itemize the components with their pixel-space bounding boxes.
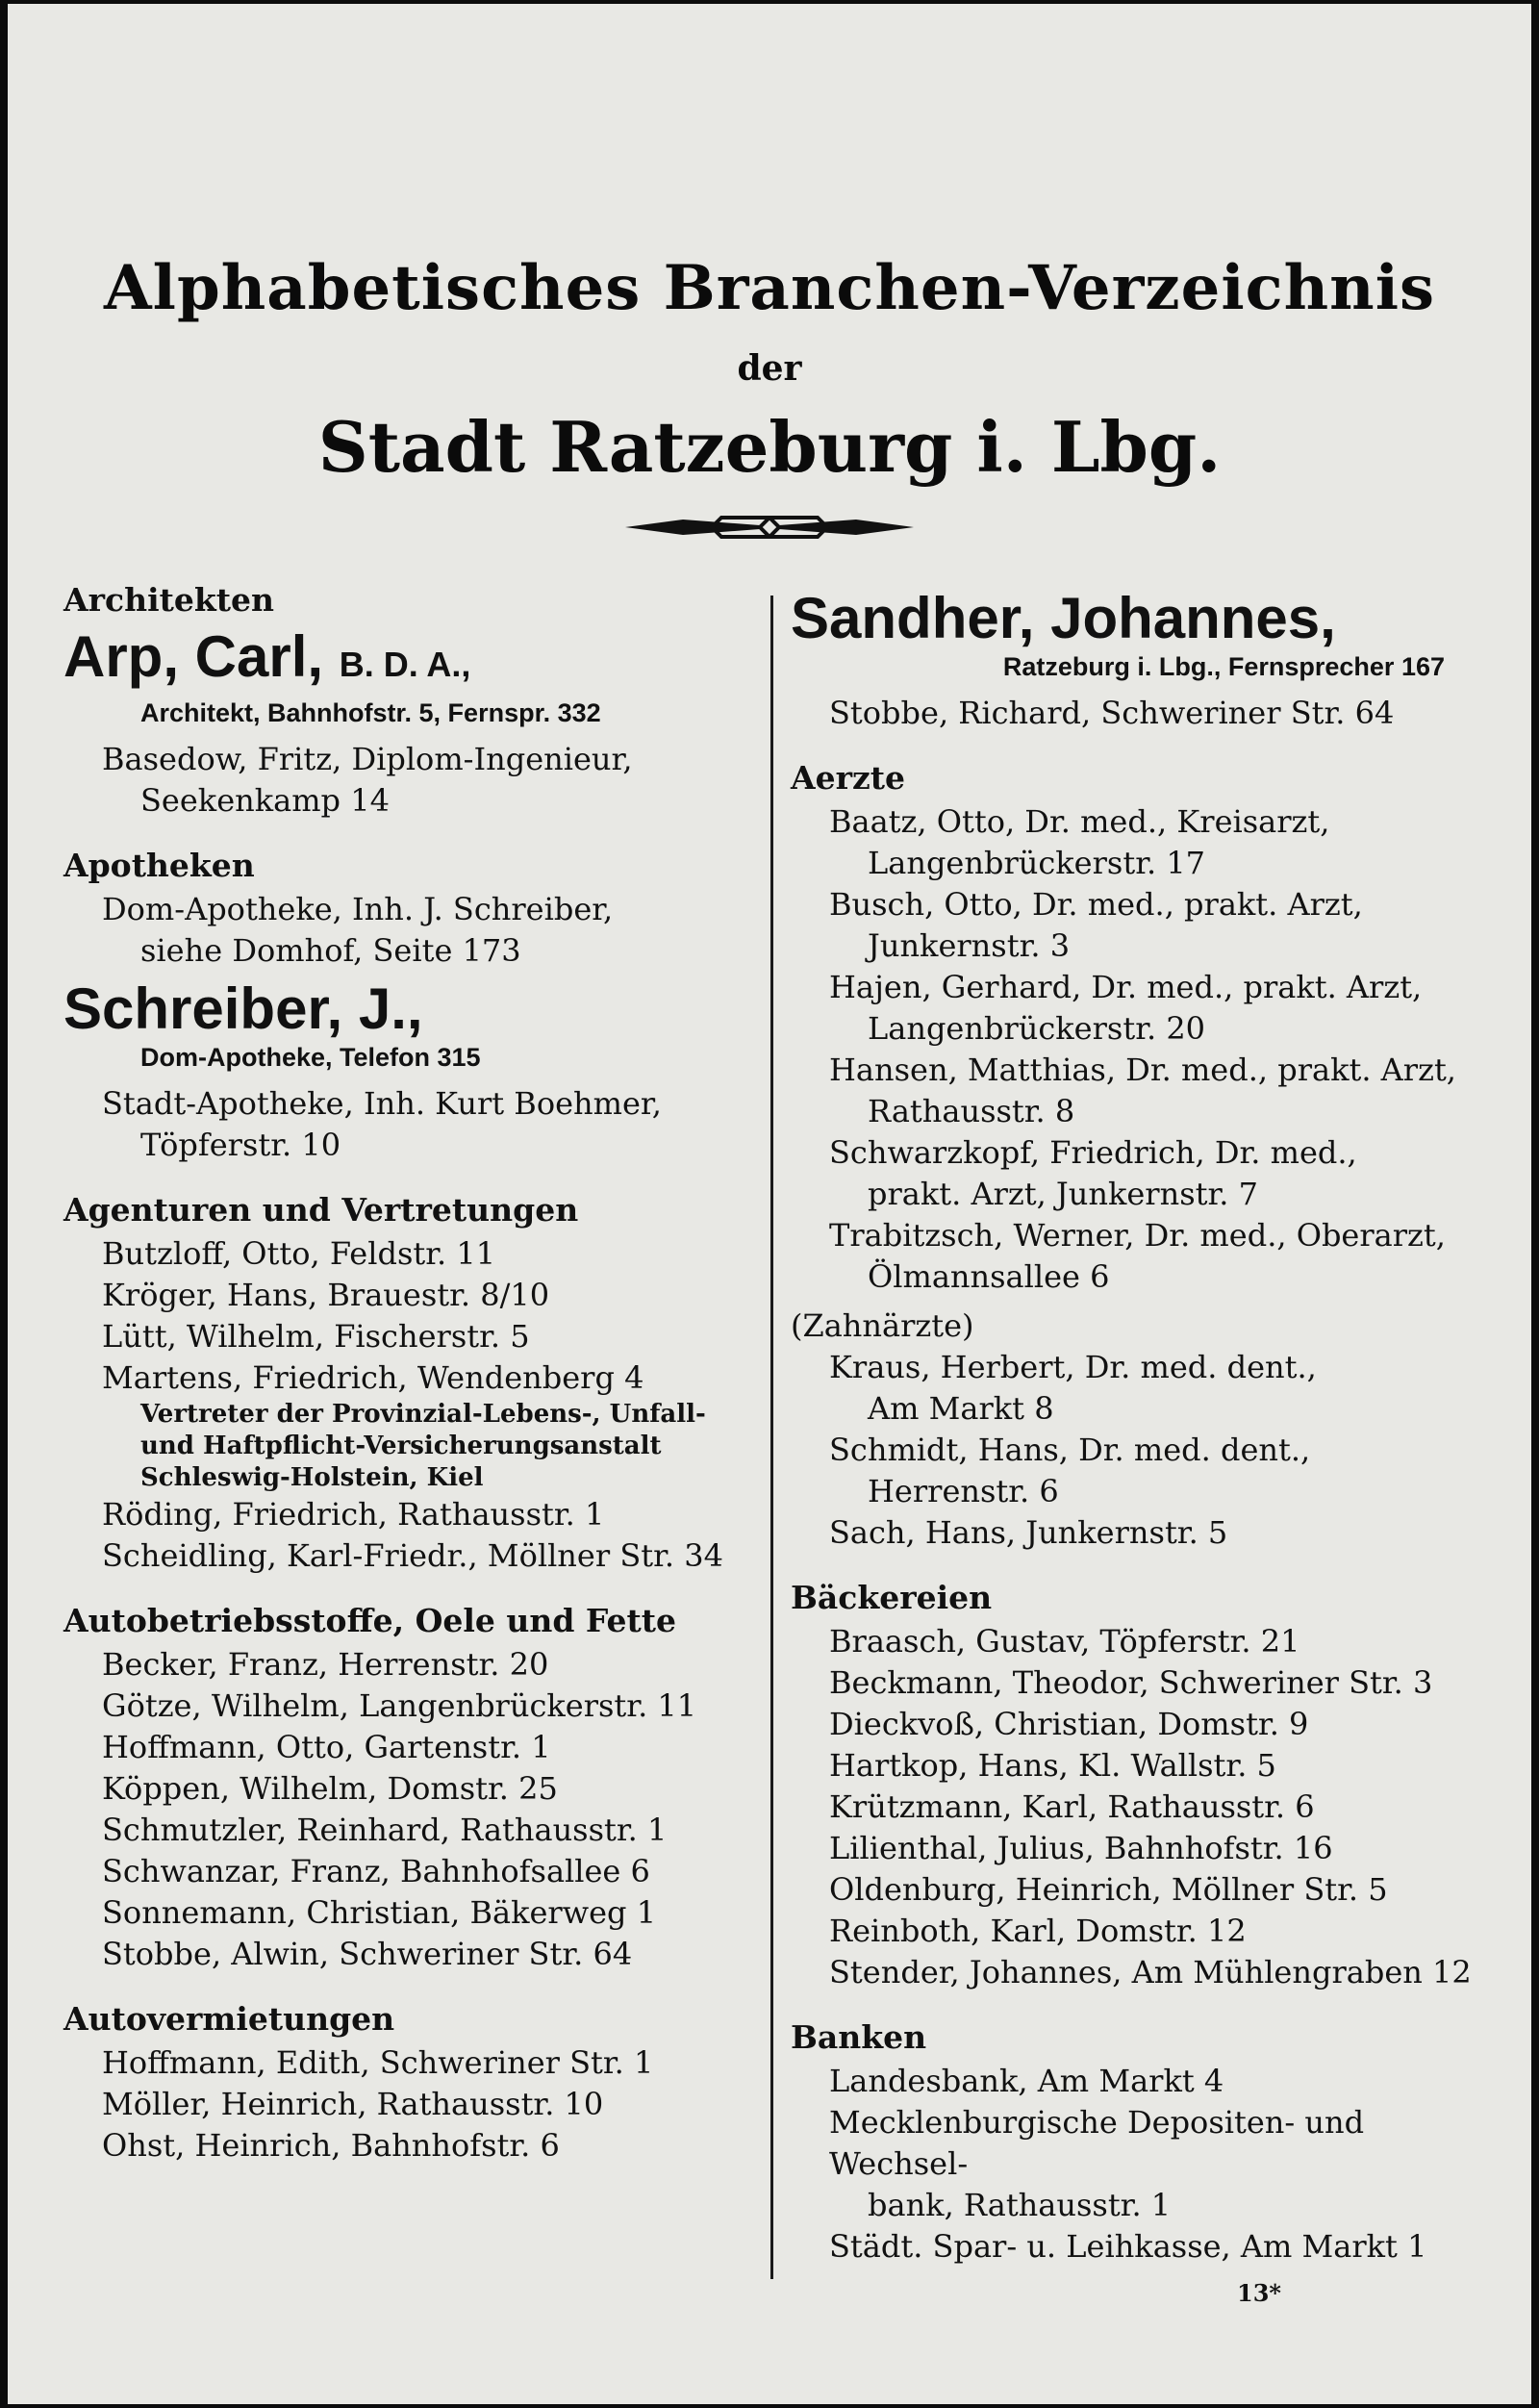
list-item: Stobbe, Richard, Schweriner Str. 64 <box>829 695 1395 731</box>
list-item: Sach, Hans, Junkernstr. 5 <box>829 1514 1228 1551</box>
list-item: Kröger, Hans, Brauestr. 8/10 <box>102 1277 550 1313</box>
list-item: Dieckvoß, Christian, Domstr. 9 <box>829 1706 1309 1742</box>
category-heading: Autovermietungen <box>63 2000 395 2038</box>
list-item <box>791 1215 1483 1298</box>
list-item <box>791 1050 1483 1132</box>
category-heading: Agenturen und Vertretungen <box>63 1191 579 1229</box>
list-item <box>791 801 1483 884</box>
ad-name: Sandher, Johannes, <box>791 586 1336 650</box>
category-heading: Architekten <box>63 581 274 619</box>
list-item: Lilienthal, Julius, Bahnhofstr. 16 <box>829 1830 1333 1866</box>
entry-line: Ölmannsallee 6 <box>868 1258 1110 1295</box>
entry-line: Trabitzsch, Werner, Dr. med., Oberarzt, <box>829 1217 1446 1254</box>
list-item: Möller, Heinrich, Rathausstr. 10 <box>102 2086 604 2122</box>
list-item: Scheidling, Karl-Friedr., Möllner Str. 34 <box>102 1537 723 1574</box>
list-item: Köppen, Wilhelm, Domstr. 25 <box>102 1770 558 1807</box>
list-item <box>791 1430 1483 1512</box>
list-item: Götze, Wilhelm, Langenbrückerstr. 11 <box>102 1687 697 1724</box>
directory-page <box>8 4 1531 2404</box>
entry-line: siehe Domhof, Seite 173 <box>140 932 521 969</box>
ad-name-suffix: B. D. A., <box>339 645 471 684</box>
entry-line: Basedow, Fritz, Diplom-Ingenieur, <box>102 741 633 777</box>
right-column <box>791 581 1483 2268</box>
list-item: Sonnemann, Christian, Bäkerweg 1 <box>102 1894 657 1931</box>
entry-line: Junkernstr. 3 <box>868 927 1071 964</box>
list-item <box>63 889 756 972</box>
entry-line: Langenbrückerstr. 20 <box>868 1010 1206 1047</box>
list-item <box>791 884 1483 967</box>
title-line-2: der <box>737 348 802 389</box>
entry-line: prakt. Arzt, Junkernstr. 7 <box>868 1176 1258 1212</box>
list-item <box>63 739 756 822</box>
list-item: Hartkop, Hans, Kl. Wallstr. 5 <box>829 1747 1276 1784</box>
entry-line: Herrenstr. 6 <box>868 1473 1059 1509</box>
entry-line: bank, Rathausstr. 1 <box>868 2187 1172 2223</box>
entry-line: Am Markt 8 <box>868 1390 1054 1427</box>
ad-detail: Dom-Apotheke, Telefon 315 <box>140 1043 481 1072</box>
entry-note: Vertreter der Provinzial-Lebens-, Unfall- <box>140 1400 706 1429</box>
list-item: Stender, Johannes, Am Mühlengraben 12 <box>829 1954 1472 1990</box>
list-item <box>791 967 1483 1050</box>
entry-line: Rathausstr. 8 <box>868 1093 1075 1129</box>
list-item: Krützmann, Karl, Rathausstr. 6 <box>829 1788 1315 1825</box>
list-item: Beckmann, Theodor, Schweriner Str. 3 <box>829 1664 1433 1701</box>
ad-name <box>63 625 756 697</box>
list-item: Städt. Spar- u. Leihkasse, Am Markt 1 <box>829 2228 1427 2265</box>
list-item: Röding, Friedrich, Rathausstr. 1 <box>102 1496 605 1533</box>
list-item: Schmutzler, Reinhard, Rathausstr. 1 <box>102 1812 668 1848</box>
category-heading: Bäckereien <box>791 1579 993 1616</box>
ad-detail: Ratzeburg i. Lbg., Fernsprecher 167 <box>1002 652 1445 681</box>
list-item: Hoffmann, Edith, Schweriner Str. 1 <box>102 2044 654 2081</box>
column-divider <box>770 596 773 2279</box>
entry-line: Hansen, Matthias, Dr. med., prakt. Arzt, <box>829 1052 1456 1088</box>
list-item: Martens, Friedrich, Wendenberg 4 <box>102 1359 644 1396</box>
entry-note: und Haftpflicht-Versicherungsanstalt <box>140 1432 662 1460</box>
entry-line: Töpferstr. 10 <box>140 1127 341 1163</box>
left-column <box>63 581 756 2167</box>
ornament-divider-icon <box>625 508 914 546</box>
ad-detail: Architekt, Bahnhofstr. 5, Fernspr. 332 <box>140 698 601 727</box>
entry-line: Baatz, Otto, Dr. med., Kreisarzt, <box>829 803 1330 840</box>
entry-line: Langenbrückerstr. 17 <box>868 845 1206 881</box>
page-number: 13* <box>1237 2279 1281 2307</box>
entry-line: Busch, Otto, Dr. med., prakt. Arzt, <box>829 886 1363 923</box>
list-item: Reinboth, Karl, Domstr. 12 <box>829 1913 1247 1949</box>
list-item <box>791 2102 1483 2226</box>
category-heading: Apotheken <box>63 847 255 884</box>
entry-line: Stadt-Apotheke, Inh. Kurt Boehmer, <box>102 1085 662 1122</box>
list-item: Hoffmann, Otto, Gartenstr. 1 <box>102 1729 551 1765</box>
list-item <box>791 1347 1483 1430</box>
title-line-1: Alphabetisches Branchen-Verzeichnis <box>103 252 1436 324</box>
entry-line: Mecklenburgische Depositen- und Wechsel- <box>829 2104 1365 2182</box>
category-heading: Autobetriebsstoffe, Oele und Fette <box>63 1602 677 1639</box>
entry-line: Dom-Apotheke, Inh. J. Schreiber, <box>102 891 614 927</box>
list-item: Schwanzar, Franz, Bahnhofsallee 6 <box>102 1853 650 1889</box>
ad-name-text: Arp, Carl, <box>63 624 324 689</box>
list-item: Landesbank, Am Markt 4 <box>829 2063 1224 2099</box>
list-item: Becker, Franz, Herrenstr. 20 <box>102 1646 549 1683</box>
category-heading: Aerzte <box>791 759 905 797</box>
ad-name: Schreiber, J., <box>63 976 423 1041</box>
entry-line: Seekenkamp 14 <box>140 782 390 819</box>
entry-line: Hajen, Gerhard, Dr. med., prakt. Arzt, <box>829 969 1423 1005</box>
entry-line: Schwarzkopf, Friedrich, Dr. med., <box>829 1134 1357 1171</box>
list-item <box>63 1083 756 1166</box>
subcategory-heading: (Zahnärzte) <box>791 1307 974 1344</box>
list-item: Oldenburg, Heinrich, Möllner Str. 5 <box>829 1871 1388 1908</box>
list-item: Stobbe, Alwin, Schweriner Str. 64 <box>102 1936 633 1972</box>
title-line-3: Stadt Ratzeburg i. Lbg. <box>317 406 1222 488</box>
entry-line: Kraus, Herbert, Dr. med. dent., <box>829 1349 1317 1385</box>
list-item: Braasch, Gustav, Töpferstr. 21 <box>829 1623 1300 1660</box>
entry-line: Schmidt, Hans, Dr. med. dent., <box>829 1432 1311 1468</box>
entry-note: Schleswig-Holstein, Kiel <box>140 1463 484 1492</box>
list-item: Butzloff, Otto, Feldstr. 11 <box>102 1235 496 1272</box>
category-heading: Banken <box>791 2018 927 2056</box>
list-item: Ohst, Heinrich, Bahnhofstr. 6 <box>102 2127 560 2164</box>
list-item <box>791 1132 1483 1215</box>
list-item: Lütt, Wilhelm, Fischerstr. 5 <box>102 1318 530 1355</box>
